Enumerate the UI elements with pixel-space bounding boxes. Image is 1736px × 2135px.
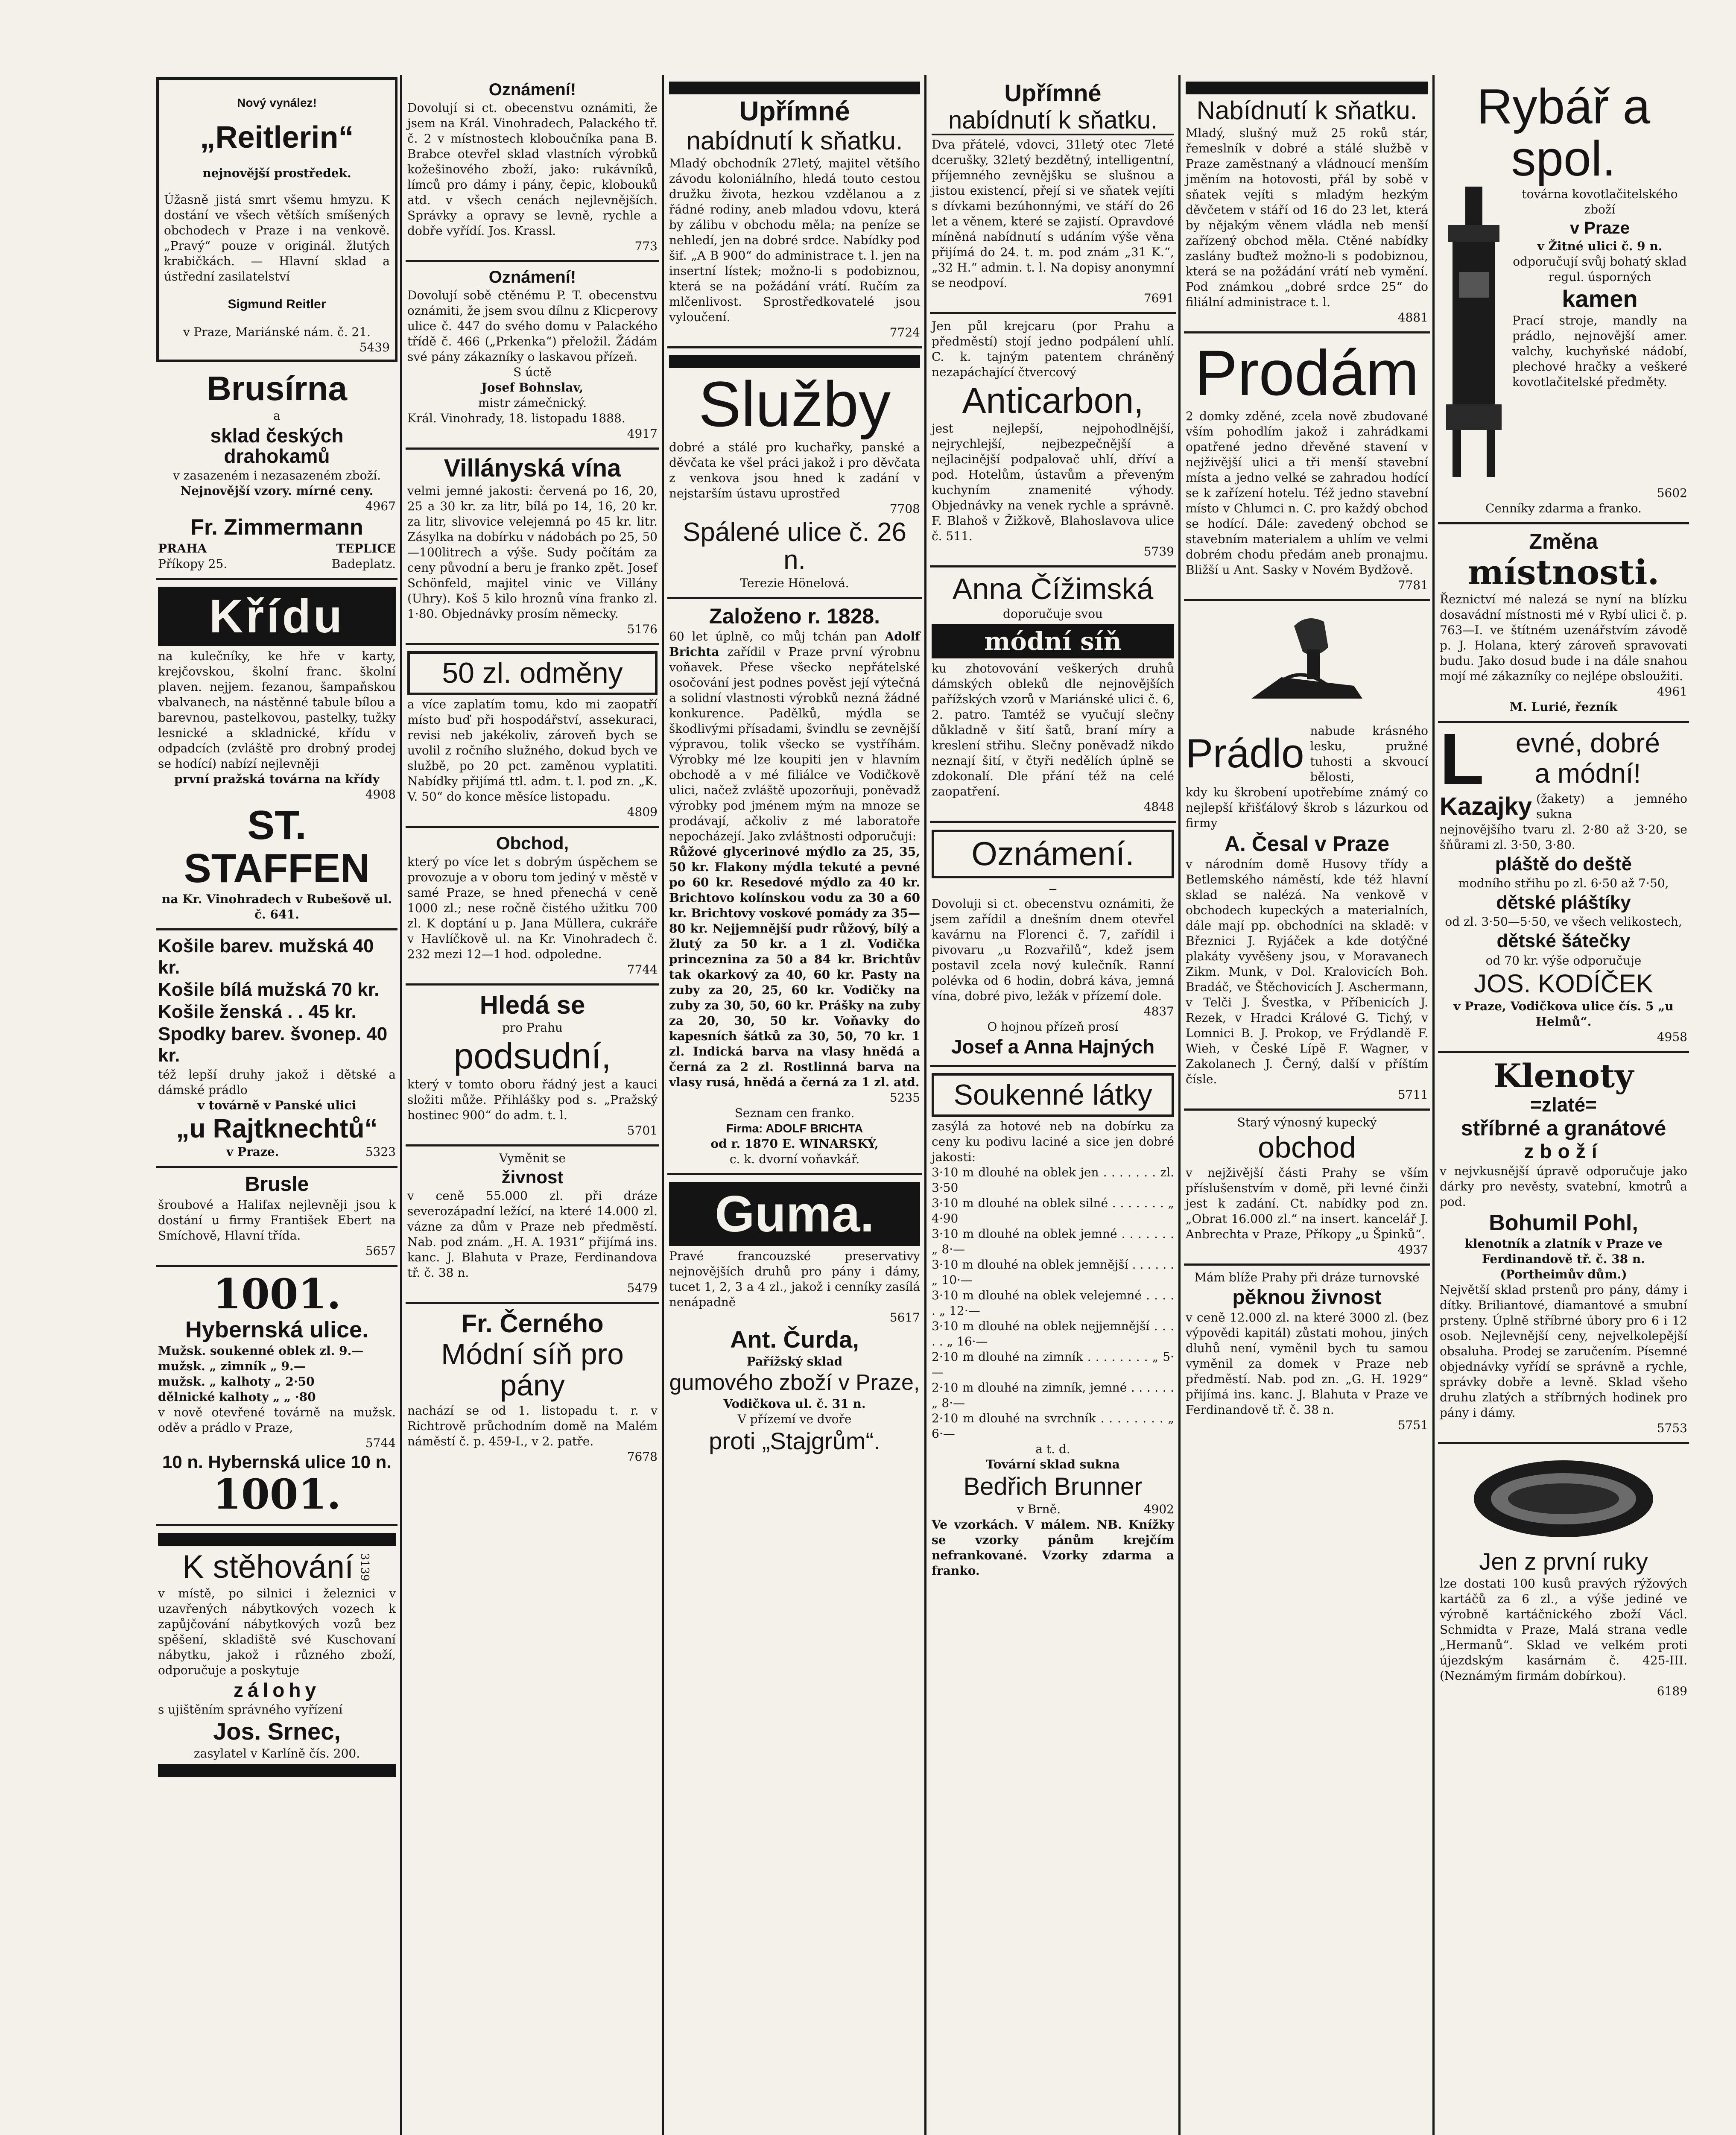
ad-title: a módní! [1534, 758, 1641, 789]
ad-cerny [406, 1304, 659, 1471]
ad-body: v zasazeném i nezasazeném zboží. [172, 468, 381, 483]
ad-subtitle: nejnovější prostředek. [202, 166, 351, 180]
ad-sluzby [667, 348, 922, 599]
ad-sub: zboží [1524, 1140, 1603, 1163]
ad-sub: sklad českých drahokamů [210, 424, 344, 467]
ad-big: nabídnutí k sňatku. [686, 126, 903, 155]
ad-body: odporučují svůj bohatý sklad regul. úsporných [1513, 254, 1687, 284]
ad-name: Terezie Hönelová. [740, 576, 849, 590]
ad-footer: Cenníky zdarma a franko. [1485, 501, 1642, 515]
ad-sub: =zlaté= [1530, 1094, 1597, 1116]
ad-title: Křídu [158, 587, 396, 646]
ad-side-text: nabude krásného lesku, pružné tuhosti a skvoucí bělosti, [1310, 723, 1428, 784]
ad-upr-vdovci [930, 75, 1176, 314]
price-line: Mužsk. soukenné oblek zl. 9.— [158, 1344, 364, 1358]
ad-names: Josef a Anna Hajných [951, 1035, 1155, 1058]
ad-item: dětské pláštíky [1496, 892, 1631, 913]
ad-code: 773 [634, 239, 658, 253]
ad-title: Oznámení! [488, 268, 576, 287]
ad-title: Hybernská ulice. [185, 1316, 369, 1342]
ad-firm: ST. STAFFEN [184, 802, 370, 891]
ad-brichta [667, 599, 922, 1176]
ad-body: lze dostati 100 kusů pravých rýžových kartáčů za 6 zl., a výše jediné ve výrobně kartáčnického zboží Václ. Schmidta v Praze, Malá strana vedle „Hermanů“. Sklad ve velkém proti újezdským kasárnám č. 425-III. (Neznámým firmám dobírkou). [1440, 1576, 1687, 1683]
price-line: 3·10 m dlouhé na oblek nejjemnější . . . . . „ 16·— [932, 1319, 1174, 1348]
ad-code: 4958 [1657, 1029, 1687, 1044]
ad-code: 7724 [889, 325, 920, 340]
ad-big: módní síň [932, 624, 1174, 658]
ad-title: 50 zl. odměny [407, 651, 658, 695]
ad-title: evné, dobré [1515, 728, 1660, 759]
ad-note: Seznam cen franko. [734, 1106, 855, 1120]
ad-shop: „u Rajtknechtů“ [176, 1114, 378, 1144]
ad-body: Pravé francouzské preservativy nejnovějších druhů pro pány i dámy, tucet 1, 2, 3 a 4 zl., jakož i cenníky zasílá nenápadně [669, 1249, 920, 1310]
price-line: 3·10 m dlouhé na oblek jemnější . . . . . . „ 10·— [932, 1257, 1174, 1287]
price-list [158, 936, 396, 1066]
ad-address: 10 n. Hybernská ulice 10 n. [162, 1452, 392, 1472]
ad-body: nejnovějšího tvaru zl. 2·80 až 3·20, se šňůrami zl. 3·50, 3·80. [1440, 822, 1687, 852]
price-line: Košile bílá mužská 70 kr. [158, 979, 380, 1000]
ad-address: v Žitné ulici č. 9 n. [1537, 239, 1663, 253]
ad-note: O hojnou přízeň prosí [987, 1020, 1119, 1034]
ad-title: Hledá se [479, 991, 585, 1020]
ad-nabidnuti [1184, 75, 1430, 333]
ad-code: 5657 [365, 1243, 396, 1258]
ad-title: Brusle [245, 1173, 309, 1196]
column-rule [1178, 75, 1181, 2135]
ad-big: nabídnutí k sňatku. [932, 108, 1174, 135]
ad-code: 5739 [1143, 544, 1174, 559]
ad-sub: a [273, 408, 281, 423]
stove-illustration [1440, 187, 1508, 485]
ad-body-text: zařídil v Praze první výrobnu voňavek. Přese všecko nepřátelské osočování jest podnes pověst její výtečná a solidní vlastnosti výrobků nezná žádné konkurence. Padělků, mýdla se škodlivými přísadami, švindlu se zevnější výpravou, tolik všecko se vystříhám. Výrobky mé lze koupiti jen v hlavním obchodě a v mé filiálce ve Vodičkově ulici, načež zvláště upozorňuji, poněvadž výrobky pod jménem mým na mnoze se prodávají, ačkoliv z mé laboratoře nepocházejí. Jako zvláštnosti odporučuji: [669, 645, 921, 844]
ad-title: Změna [1529, 529, 1598, 553]
ad-kosile [156, 930, 397, 1168]
ad-sub: pro Prahu [502, 1021, 563, 1035]
ad-obchod-muller [406, 828, 659, 986]
column-5 [1181, 75, 1432, 2135]
ad-body: v ceně 55.000 zl. při dráze severozápadní ležící, na které 14.000 zl. vázne za dům v Praze neb předměstí. Nab. pod znám. „H. A. 1931“ přijímá ins. kanc. J. Blahuta v Praze, Ferdinandova tř. č. 38 n. [407, 1188, 658, 1280]
ad-name: Bedřich Brunner [963, 1472, 1143, 1500]
ad-code: 5617 [889, 1310, 920, 1325]
ad-address: v Praze, Vodičkova ulice čís. 5 „u Helmů“. [1453, 999, 1674, 1029]
ad-zivnost-turnov [1184, 1266, 1430, 1439]
ad-sub: Pařížský sklad [746, 1354, 843, 1369]
ad-initial: L [1440, 723, 1484, 800]
ad-firm: A. Česal v Praze [1224, 831, 1390, 856]
ad-body: Dovolují si ct. obecenstvu oznámiti, že jsem na Král. Vinohradech, Palackého tř. č. 2 v místnostech kloboučníka pana B. Brabce otevřel sklad vlastních výrobků kožešinového zboží, jako: rukávníků, límců pro dámy i pány, čepic, klobouků atd. v všech cenách nejlevnějších. Správky a opravy se levně, rychle a dobře vyřídí. Jos. Krassl. [407, 101, 658, 238]
ad-body: 2 domky zděné, zcela nově zbudované vším pohodlím jakož i zahrádkami opatřené jedno dřevěné stavení v nejživější ulici a tři menší stavební místa a jedno velké se zahradou hodící se k zařízení hotelu. Též jedno stavební místo v Chlumci n. C. pro každý obchod se hodící. Dále: zavedený obchod se stavebním materialem a uhlím ve velmi dobrém chodu předám aneb pronajmu. Bližší u Ant. Sasky v Novém Bydžově. [1186, 409, 1428, 577]
ad-tagline: první pražská továrna na křídy [174, 772, 380, 786]
ad-oznameni-bohnslav [406, 262, 659, 450]
ad-big: Nabídnutí k sňatku. [1196, 96, 1417, 125]
ad-code: 3139 [358, 1553, 371, 1582]
ad-anticarbon [930, 314, 1176, 567]
ad-city: v Praze. [226, 1145, 279, 1159]
ad-intro: Jen půl krejcaru (por Prahu a předměstí) stojí jedno podpálení uhlí. C. k. tajným patentem chráněný nezapáchající čtvercový [932, 319, 1174, 379]
ad-body: od zl. 3·50—5·50, ve všech velikostech, [1445, 915, 1682, 929]
ad-body: dobré a stálé pro kuchařky, panské a děvčata ke všel práci jakož i pro děvčata z venkova jsou hned k zadání v nejstarším ústavu uprostřed [669, 440, 920, 500]
ad-kartace [1438, 1444, 1689, 1705]
ad-firm: Firma: ADOLF BRICHTA [726, 1122, 863, 1135]
ad-body: též lepší druhy jakož i dětské a dámské prádlo [158, 1068, 396, 1097]
ad-bottom: proti „Stajgrům“. [709, 1427, 880, 1454]
ad-kridu [156, 580, 397, 931]
ad-city: v Praze [1569, 218, 1630, 237]
ad-body-row [1440, 187, 1687, 485]
ad-name: Jos. Srnec, [213, 1718, 341, 1745]
price-line: Košile barev. mužská 40 kr. [158, 936, 374, 978]
column-4 [927, 75, 1178, 2135]
ad-body: nachází se od 1. listopadu t. r. v Richtrově průchodním domě na Malém náměstí č. p. 459-I., v 2. patře. [407, 1403, 658, 1448]
ad-title: Anticarbon, [962, 380, 1144, 421]
ad-body: ku zhotovování veškerých druhů dámských obleků dle nejnovějších pařížských vzorů v Mariánské ulici č. 6, 2. patro. Tamtéž se vyučují slečny důkladně v šití šatů, braní míry a kreslení střihu. Slečny poněvadž nikdo neznají šití, v čtyři nedělích úplně se zdokonalí. Dle přání též na celé zaopatření. [932, 661, 1174, 799]
ad-line: Nejnovější vzory. mírné ceny. [180, 484, 374, 498]
ad-code: 4967 [365, 499, 396, 514]
ad-body: Mladý obchodník 27letý, majitel většího závodu koloniálního, hledá touto cestou družku života, hezkou vzdělanou a z řádné rodiny, aneb mladou vdovu, která by zálibu v obchodu měla; na peníze se nehledí, jen na dobré srdce. Nabídky pod šif. „A B 900“ do administrace t. l. jen na insertní lístek; možno-li s podobiznou, která se na požádání vrátí. Ručím za mlčenlivost. Sprostředkovatelé jsou vyloučení. [669, 156, 920, 325]
ad-header [1440, 723, 1687, 800]
iron-hand-illustration [1243, 609, 1371, 720]
ad-title: Oznámení. [971, 835, 1134, 873]
ad-body: v továrně v Panské ulici [197, 1098, 357, 1113]
ad-stehovani [156, 1526, 397, 1785]
ad-body [669, 629, 920, 844]
ad-body: s ujištěním správného vyřízení [158, 1702, 343, 1717]
ad-role: mistr zámečnický. [478, 396, 587, 410]
ad-body: v místě, po silnici i železnici v uzavřených nábytkových vozech k zapůjčování nábytkových vozů bez spěšení, skladiště své Kuschovaní nábytku, jakož i různého zboží, odporučuje a poskytuje [158, 1586, 396, 1678]
ad-city: PRAHA [158, 541, 207, 556]
ad-big: gumového zboží v Praze, [669, 1370, 920, 1395]
ad-name: Fr. Zimmermann [190, 515, 363, 540]
column-2 [403, 75, 662, 2135]
ad-code: 5744 [365, 1436, 396, 1451]
ad-address: Spálené ulice č. 26 n. [683, 517, 906, 575]
ad-name: Ant. Čurda, [730, 1326, 859, 1353]
ad-body: kdy ku škrobení upotřebíme známý co nejlepší křišťálový škrob s lázurkou od firmy [1186, 785, 1428, 830]
ad-body: Prací stroje, mandly na prádlo, nejnovější amer. valchy, kuchyňské nádobí, plechové hračky a veškeré kovotlačitelské předměty. [1512, 313, 1687, 389]
ad-code: 4902 [1143, 1502, 1174, 1516]
ad-code: 5711 [1397, 1088, 1428, 1102]
ad-big: místnosti. [1467, 552, 1660, 593]
price-line: 3·10 m dlouhé na oblek silné . . . . . . . „ 4·90 [932, 1196, 1174, 1225]
ad-kicker: Vyměnit se [499, 1151, 566, 1165]
ad-sub: doporučuje svou [1003, 607, 1103, 621]
ad-hybernska [156, 1267, 397, 1526]
ad-upr-obchodnik [667, 75, 922, 348]
ad-title: Fr. Černého [461, 1309, 604, 1338]
ad-title: Guma. [669, 1182, 920, 1246]
ad-body: Dva přátelé, vdovci, 31letý otec 7leté dcerušky, 32letý bezdětný, intelligentní, příjemného zevnějšku se slušnou a jistou existencí, přejí si ve sňatek vejíti s dívkami bezúhonnými, ve stáří do 26 let a věnem, které se zajistí. Opravdové míněná nabídnutí s udáním výše věna přijímá do 24. t. m. pod znám „31 K.“, „32 H.“ admin. t. l. Na dopisy anonymní se neodpoví. [932, 137, 1174, 290]
ad-body: v nově otevřené továrně na mužsk. oděv a prádlo v Praze, [158, 1405, 396, 1435]
ad-highlight: zálohy [233, 1679, 321, 1702]
ad-body: velmi jemné jakosti: červená po 16, 20, 25 a 30 kr. za litr, bílá po 14, 16, 20 kr. za litr, slivovice velejemná po 45 kr. litr. Zásylka na dobírku v nádobách po 25, 50—100litrech a výše. Sudy počítám za ceny původní a beru je franko zpět. Josef Schönfeld, majitel vinic ve Villány (Uhry). Koš 5 kilo hroznů vína franko zl. 1·80. Objednávky prosím německy. [407, 483, 658, 621]
ad-title-row [158, 1548, 396, 1586]
ad-name: Bohumil Pohl, [1489, 1210, 1638, 1235]
ad-code: 4881 [1397, 310, 1428, 325]
ad-addresses [158, 556, 396, 572]
ad-odmeny [406, 645, 659, 828]
ad-code: 5753 [1657, 1421, 1687, 1436]
ad-code: 5439 [359, 340, 390, 354]
ad-kicker: Nový vynález! [237, 96, 317, 109]
ad-cities [158, 541, 396, 556]
ad-villany [406, 450, 659, 645]
ad-sub: Tovární sklad sukna [986, 1457, 1120, 1471]
column-6 [1435, 75, 1692, 2135]
ad-code: 5323 [365, 1145, 396, 1159]
ad-title: Obchod, [496, 833, 569, 854]
ad-item-note: (žakety) a jemného sukna [1536, 792, 1687, 822]
ad-title: Služby [698, 368, 891, 440]
ad-title: živnost [501, 1167, 564, 1187]
ad-code: 5176 [627, 622, 658, 636]
ad-address: v Praze, Mariánské nám. č. 21. [183, 325, 371, 339]
ad-top: 1001. [213, 1269, 341, 1318]
rule-bar [1186, 82, 1428, 94]
ad-footer [158, 1144, 396, 1160]
ad-note: V přízemí ve dvoře [737, 1412, 852, 1426]
ad-title-row [1186, 723, 1428, 785]
price-line: 3·10 m dlouhé na oblek jen . . . . . . . zl. 3·50 [932, 1165, 1174, 1195]
column-rule [1432, 75, 1435, 2135]
ad-title: Soukenné látky [932, 1073, 1174, 1117]
ad-code: 5235 [889, 1091, 920, 1105]
ad-title: Rybář a spol. [1476, 79, 1651, 186]
ad-body: jest nejlepší, nejpohodlnější, nejrychlejší, nejbezpečnější a nejlacinější podpalovač uhlí, dříví a pod. Hotelům, ústavům a převeným kuchyním znamenité výhody. Objednávky na venek rychle a správně. F. Blahoš v Žižkově, Blahoslavova ulice č. 511. [932, 421, 1174, 543]
ad-address: Příkopy 25. [158, 556, 228, 571]
ad-body: Řeznictví mé nalezá se nyní na blízku dosavádní místnosti mé v Rybí ulici č. p. 763—I. ve štítném uzenářstvím závodě p. J. Holana, který zároveň spravovati budu. Jako dosud bude i na dále snahou mojí mé zákazníky co nejlépe obsloužiti. [1440, 592, 1687, 684]
price-line: 3·10 m dlouhé na oblek jemné . . . . . . . „ 8·— [932, 1226, 1174, 1256]
ad-body: který v tomto oboru řádný jest a kauci složiti může. Přihlášky pod s. „Pražský hostinec 900“ do adm. t. l. [407, 1077, 658, 1122]
ad-title: Villányská vína [444, 454, 621, 482]
ad-title: Anna Čížimská [952, 572, 1154, 605]
ad-code: 7781 [1397, 578, 1428, 592]
ad-code: 4917 [627, 427, 658, 441]
ad-cizimska [930, 567, 1176, 823]
price-line: Spodky barev. švonep. 40 kr. [158, 1024, 388, 1066]
ad-big: podsudní, [453, 1036, 611, 1076]
ad-firm: od r. 1870 E. WINARSKÝ, [710, 1137, 879, 1151]
ad-item: kamen [1562, 285, 1638, 312]
ad-brusle [156, 1168, 397, 1266]
ad-title: Upřímné [739, 96, 850, 126]
ad-address: zasylatel v Karlíně čís. 200. [193, 1746, 360, 1761]
brush-illustration [1465, 1452, 1662, 1546]
ad-kazajky-row [1440, 791, 1687, 822]
ad-code: 5701 [627, 1123, 658, 1138]
ad-title: Upřímné [1004, 79, 1102, 106]
ad-bottom: 1001. [213, 1470, 341, 1519]
ad-code: 6189 [1657, 1684, 1687, 1698]
ad-body: a více zaplatím tomu, kdo mi zaopatří místo buď při hospodářství, assekuraci, revisi neb jakékoliv, zároveň bych se uvolil z ročního služného, dokud bych ve službě, po 20 pct. zaměnou vyplatiti. Nabídky přijímá ttl. adm. t. l. pod zn. „K. V. 50“ do konce měsíce listopadu. [407, 697, 658, 804]
ad-place: Král. Vinohrady, 18. listopadu 1888. [407, 411, 625, 425]
ad-title: Založeno r. 1828. [709, 604, 880, 628]
price-line: mužsk. „ kalhoty „ 2·50 [158, 1375, 315, 1389]
ad-oznameni-kavarna [930, 823, 1176, 1067]
ad-title: Brusírna [207, 369, 347, 407]
ad-body: továrna kovotlačitelského zboží [1522, 187, 1678, 216]
ad-title: pěknou živnost [1232, 1286, 1382, 1309]
ad-title-box [932, 830, 1174, 878]
rule-bar [669, 82, 920, 94]
ad-item: Kazajky [1440, 792, 1532, 820]
ad-code: 5751 [1397, 1418, 1428, 1432]
ad-name: JOS. KODÍČEK [1473, 969, 1654, 998]
ad-body: Největší sklad prstenů pro pány, dámy i dítky. Briliantové, diamantové a smubní prsteny. Úplně stříbrné úbory pro 6 i 12 osob. Nejlevnější ceny, nejvelkolepější obsaluha. Prodej se zaručením. Písemné objednávky vyřídí se správně a rychle, správky dobře a levně. Sklad všeho druhu zlatých a stříbrných hodinek pro pány i dámy. [1440, 1283, 1687, 1420]
ad-obchod-kupecky [1184, 1111, 1430, 1266]
ad-city: v Brně. [1017, 1502, 1061, 1516]
ad-title: K stěhování [182, 1549, 354, 1585]
ad-more: a t. d. [1035, 1442, 1070, 1456]
column-3 [665, 75, 924, 2135]
column-1 [154, 75, 400, 2135]
divider-dash: – [1049, 879, 1057, 899]
column-rule [400, 75, 402, 2135]
ad-body: v nejvkusnější úpravě odporučuje jako dárky pro nevěsty, svatební, kmotrů a pod. [1440, 1164, 1687, 1209]
ad-code: 4837 [1143, 1004, 1174, 1019]
rule-bar [158, 1533, 396, 1546]
price-line: dělnické kalhoty „ „ ·80 [158, 1390, 316, 1404]
ad-code: 4848 [1143, 800, 1174, 814]
price-line: mužsk. „ zimník „ 9.— [158, 1359, 306, 1374]
ad-body: klenotník a zlatník v Praze ve Ferdinandově tř. č. 38 n. (Portheimův dům.) [1464, 1237, 1663, 1282]
ad-title: „Reitlerin“ [200, 120, 354, 155]
ad-products: Růžové glycerinové mýdlo za 25, 35, 50 kr. Flakony mýdla tekuté a pevné po 60 kr. Resedové mýdlo za 40 kr. Brichtovo kolínskou vodu za 30 a 60 kr. Brichtovy voskové pomády za 35—80 kr. Nejjemnější pudr růžový, bílý a žlutý za 50 kr. a 1 zl. Vodička princeznina za 50 a 84 kr. Brichtův tak okarkový za 40, 60 kr. Pasty na zuby za 20, 25, 60 kr. Vodičky na zuby za 30, 50, 60 kr. Prášky na zuby za 20, 30, 50 kr. Voňavky do kapesních šátků za 30, 50, 70 kr. 1 zl. Indická barva na vlasy hnědá a černá za 2 zl. Rostlinná barva na vlasy rusá, hnědá a černá za 1 zl. atd. [669, 845, 920, 1090]
ad-header-text [1488, 727, 1687, 790]
price-line: Košile ženská . . 45 kr. [158, 1001, 357, 1023]
ad-code: 7691 [1143, 291, 1174, 305]
ad-levne [1438, 723, 1689, 1053]
price-line: 2·10 m dlouhé na svrchník . . . . . . . . „ 6·— [932, 1411, 1174, 1441]
ad-title: Prádlo [1186, 731, 1304, 777]
ad-title: Jen z první ruky [1479, 1548, 1648, 1575]
ad-code: 7744 [627, 962, 658, 977]
ad-code: 5602 [1657, 485, 1687, 500]
ad-code: 7678 [627, 1449, 658, 1464]
ad-address: Vodičkova ul. č. 31 n. [723, 1396, 866, 1411]
ad-note: Ve vzorkách. V málem. NB. Knížky se vzorky pánům krejčím nefrankované. Vzorky zdarma a franko. [932, 1517, 1174, 1578]
rule-bar [669, 355, 920, 368]
price-line: 2·10 m dlouhé na zimník, jemné . . . . . . „ 8·— [932, 1380, 1174, 1410]
ad-title: obchod [1258, 1131, 1356, 1164]
ad-body-text: 60 let úplně, co můj tchán pan [669, 629, 877, 644]
ad-closing: S úctě [513, 365, 552, 379]
ad-name: Adolf Brichta [669, 629, 921, 659]
column-rule [662, 75, 664, 2135]
ad-soukenne [930, 1067, 1176, 1585]
ad-sub: stříbrné a granátové [1461, 1116, 1666, 1140]
ad-footer [932, 1502, 1174, 1517]
price-line: 3·10 m dlouhé na oblek velejemné . . . . . „ 12·— [932, 1288, 1174, 1318]
ad-body: modního střihu po zl. 6·50 až 7·50, [1458, 876, 1669, 891]
ad-code: 4961 [1657, 684, 1687, 699]
ad-brusirna [156, 365, 397, 580]
column-rule [924, 75, 926, 2135]
ad-kicker: Starý výnosný kupecký [1237, 1115, 1377, 1129]
rule-bar [158, 1764, 396, 1777]
ad-name: M. Lurié, řezník [1509, 700, 1618, 714]
ad-podsudni [406, 986, 659, 1146]
ad-body: Dovoluji si ct. obecenstvu oznámiti, že jsem zařídil a dnešním dnem otevřel kavárnu na Florenci č. 7, zařídil i pivovaru „u Rozvařilů“, kdež jsem postavil zcela nový kulečník. Ranní polévka od 6 hodin, dobrá káva, jemná vína, dobré pivo, ležák v přízemí dole. [932, 897, 1174, 1003]
ad-body: v ceně 12.000 zl. na které 3000 zl. (bez výpovědi kapitál) zůstati mohou, jiných dluhů není, vyměnil bych tu samou vyměnil za domek v Praze neb předměstí. Nab. pod zn. „G. H. 1929“ přijímá ins. kanc. J. Blahuta v Praze ve Ferdinandově tř. č. 38 n. [1186, 1310, 1428, 1417]
ad-klenoty [1438, 1053, 1689, 1444]
price-line: 2·10 m dlouhé na zimník . . . . . . . . „ 5·— [932, 1349, 1174, 1379]
ad-item: dětské šátečky [1496, 930, 1631, 952]
ad-zmena [1438, 524, 1689, 723]
ad-body: Úžasně jistá smrt všemu hmyzu. K dostání ve všech větších smíšených obchodech v Praze i na venkově. „Pravý“ pouze v originál. žlutých krabičkách. — Hlavní sklad a ústřední zasilatelství [164, 192, 390, 284]
ad-body: který po více let s dobrým úspěchem se provozuje a v oboru tom jediný v městě v samé Praze, se hned přenechá v ceně 1000 zl.; nese ročně čistého užitku 700 zl. K doptání u p. Jana Müllera, cukráře v Havlíčkově ul. na Kr. Vinohradech č. 232 mezi 12—1 hod. odpoledne. [407, 855, 658, 962]
ad-pradlo [1184, 601, 1430, 1111]
ad-body: v nejživější části Prahy se vším příslušenstvím v domě, při levné činži jest k zadání. Ct. nabídky pod zn. „Obrat 16.000 zl.“ na insert. kancelář J. Anbrechta v Praze, Příkopy „u Špinků“. [1186, 1165, 1428, 1241]
ad-firm: c. k. dvorní voňavkář. [729, 1152, 860, 1167]
ad-title: Klenoty [1493, 1056, 1634, 1095]
ad-address: na Kr. Vinohradech v Rubešově ul. č. 641. [161, 892, 392, 922]
ad-oznameni-krassl [406, 75, 659, 262]
ad-address: Badeplatz. [331, 556, 396, 571]
ad-code: 7708 [889, 501, 920, 516]
ad-kicker: Mám blíže Prahy při dráze turnovské [1194, 1270, 1420, 1284]
ad-body: šroubové a Halifax nejlevněji jsou k dostání u firmy František Ebert na Smíchově, Hlavní třída. [158, 1197, 396, 1243]
ad-code: 4937 [1397, 1242, 1428, 1257]
ad-body: zasýlá za hotové neb na dobírku za ceny ku podivu laciné a sice jen dobré jakosti: [932, 1119, 1174, 1164]
ad-title: Oznámení! [488, 80, 576, 99]
ad-body: Mladý, slušný muž 25 roků stár, řemeslník v dobré a stálé službě v Praze zaměstnaný a vládnoucí menším jměním na hotovosti, přál by sobě v sňatek vejíti s mladým hezkým děvčetem v stáří od 16 do 23 let, která by nějakým věnem vládla neb menší zařízený obchod měla. Ctěné nabídky zaslány buďtež možno-li s podobiznou, která se na požádání vrátí neb vymění. Pod známkou „dobré srdce 25“ do filiální administrace t. l. [1186, 126, 1428, 309]
ad-title: Prodám [1195, 337, 1419, 409]
ad-city: TEPLICE [336, 541, 396, 556]
ad-text [1508, 187, 1687, 485]
ad-body: od 70 kr. výše odporučuje [1485, 953, 1642, 968]
ad-code: 4809 [627, 805, 658, 819]
ad-reitler [156, 77, 397, 362]
ad-body: v národním domě Husovy třídy a Betlemského náměstí, kde též hlavní sklad se nalézá. Na venkově v obchodech kupeckých a materialních, dále mají pp. obchodníci na skladě: v Březnici J. Ryjáček a kde dotýčné plakáty vyvěšeny jsou, v Moravanech Zikm. Munk, v Dol. Kralovicích Boh. Bradáč, ve Štěchovicích J. Aschermann, v Telči J. Švestka, v Příbenicích J. Rezek, v Hradci Králové G. Tichý, v Lomnici B. J. Prokop, ve Frýdlandě F. Wieh, v České Lípě F. Wagner, v Zakolanech J. Černý, další v příštím čísle. [1186, 857, 1428, 1086]
ad-prodam [1184, 333, 1430, 601]
ad-guma [667, 1175, 922, 1461]
ad-code: 5479 [627, 1281, 658, 1295]
ad-zivnost [406, 1146, 659, 1304]
ad-rybar [1438, 75, 1689, 524]
ad-big: Módní síň pro pány [441, 1337, 624, 1402]
ad-body: na kulečníky, ke hře v karty, krejčovskou, školní franc. školní plaven. nejjem. fezanou, šampaňskou vbalvanech, na nástěnné tabule bílou a barevnou, pastelkovou, pastelky, tužky lesnické a skladnické, křídu v odpadcích (zvláště pro drobný prodej se hodící) nabízí nejlevněji [158, 649, 396, 771]
ad-name: Josef Bohnslav, [481, 380, 584, 395]
ad-body: Dovolují sobě ctěnému P. T. obecenstvu oznámiti, že jsem svou dílnu z Klicperovy ulice č. 447 do svého domu v Palackého třídě č. 466 („Prkenka“) přeložil. Žádám své pány zákazníky o laskavou přízeň. [407, 288, 658, 364]
ad-item: pláště do deště [1495, 854, 1632, 875]
ad-code: 4908 [365, 787, 396, 801]
ad-name: Sigmund Reitler [228, 297, 326, 311]
